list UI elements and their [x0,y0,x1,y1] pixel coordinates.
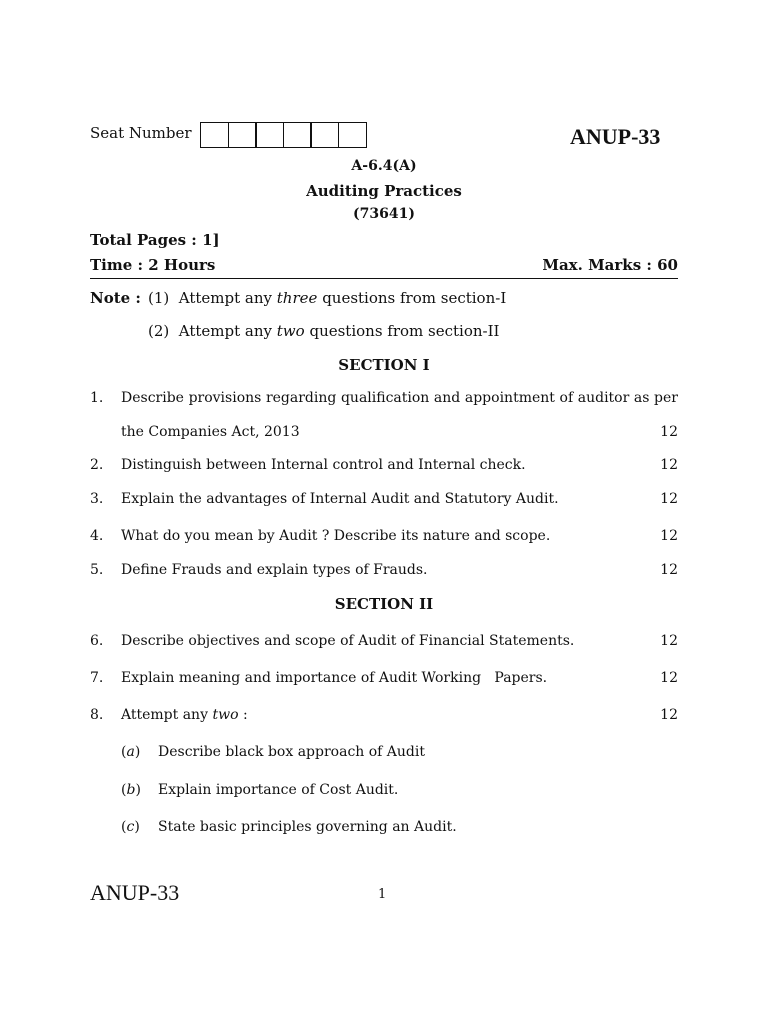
section-heading: SECTION I [338,356,430,374]
question-marks: 12 [660,707,678,723]
paper-code-top: ANUP-33 [570,124,661,149]
seat-digit-box[interactable] [255,122,284,148]
note-text: questions from section-II [309,322,500,340]
question-marks: 12 [660,457,678,473]
subpart-label: (b) [121,782,141,798]
question-number: 3. [90,491,104,507]
seat-number-label: Seat Number [90,124,192,142]
question-text: Explain meaning and importance of Audit Working Papers. [121,670,548,686]
subject-title: Auditing Practices [306,182,462,200]
question-text [121,707,248,723]
question-number: 6. [90,633,104,649]
question-text: What do you mean by Audit ? Describe its nature and scope. [121,528,551,544]
note-number: (2) [148,322,170,340]
seat-digit-box[interactable] [338,122,367,148]
question-text: Explain the advantages of Internal Audit and Statutory Audit. [121,491,559,507]
subpart-label: (a) [121,744,141,760]
note-text: Attempt any [178,289,272,307]
page-number: 1 [378,887,387,902]
question-number: 2. [90,457,104,473]
question-marks: 12 [660,528,678,544]
subpart-text: State basic principles governing an Audit. [158,819,457,835]
note-item [148,322,499,340]
note-emphasis: three [276,289,318,307]
note-text: questions from section-I [322,289,507,307]
question-text-part: Attempt any [121,707,208,723]
max-marks: Max. Marks : 60 [542,256,678,274]
exam-duration: Time : 2 Hours [90,256,216,274]
total-pages: Total Pages : 1] [90,231,220,249]
question-text-continued: the Companies Act, 2013 [121,424,300,440]
note-number: (1) [148,289,170,307]
paper-reference: A-6.4(A) [351,158,417,174]
question-emphasis: two [212,707,239,723]
question-number: 7. [90,670,104,686]
question-text: Define Frauds and explain types of Frauds. [121,562,428,578]
subpart-label: (c) [121,819,140,835]
question-number: 1. [90,390,104,406]
question-marks: 12 [660,424,678,440]
note-item [148,289,506,307]
subject-code: (73641) [353,206,415,222]
question-number: 5. [90,562,104,578]
question-text-part: : [242,707,248,723]
question-text: Describe objectives and scope of Audit of Financial Statements. [121,633,575,649]
seat-digit-box[interactable] [283,122,312,148]
section-heading: SECTION II [334,595,434,613]
question-marks: 12 [660,633,678,649]
seat-digit-box[interactable] [228,122,257,148]
question-text: Describe provisions regarding qualification and appointment of auditor as per [121,390,678,406]
question-marks: 12 [660,491,678,507]
seat-number-boxes[interactable] [200,122,367,148]
subpart-text: Describe black box approach of Audit [158,744,425,760]
seat-digit-box[interactable] [310,122,339,148]
question-text: Distinguish between Internal control and Internal check. [121,457,526,473]
question-number: 4. [90,528,104,544]
note-text: Attempt any [178,322,272,340]
note-label: Note : [90,289,141,307]
seat-digit-box[interactable] [200,122,229,148]
question-number: 8. [90,707,104,723]
question-marks: 12 [660,562,678,578]
question-marks: 12 [660,670,678,686]
subpart-text: Explain importance of Cost Audit. [158,782,399,798]
footer-paper-code: ANUP-33 [90,880,180,905]
header-divider [90,278,678,279]
note-emphasis: two [276,322,305,340]
